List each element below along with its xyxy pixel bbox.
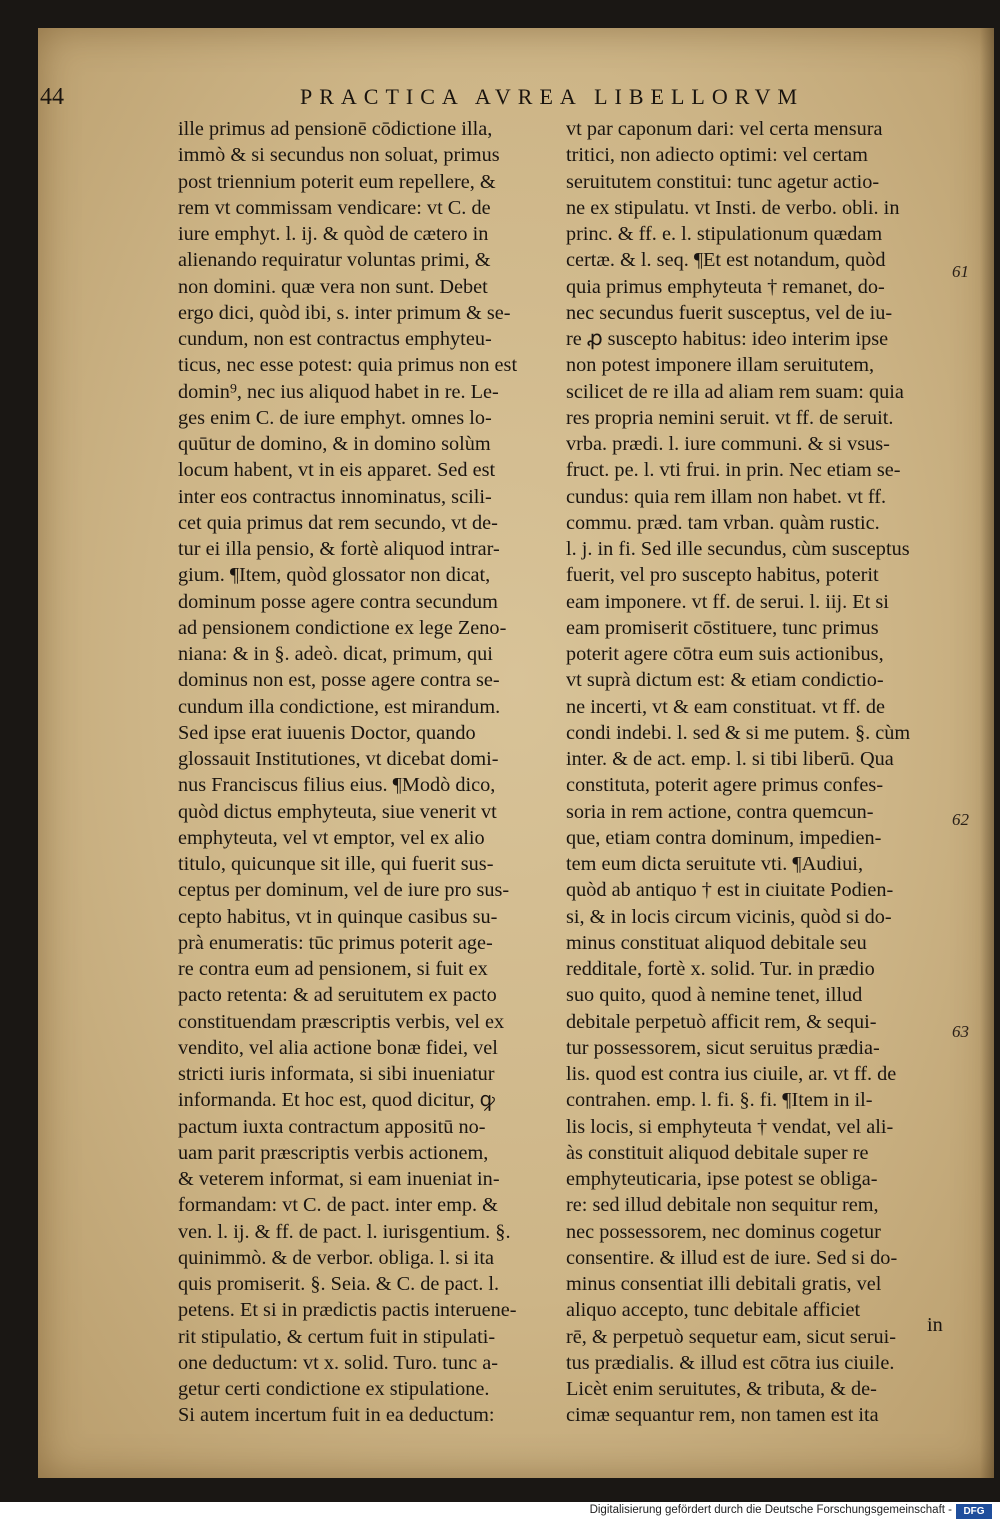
text-line: ticus, nec esse potest: quia primus non est (178, 354, 518, 377)
text-line: post triennium poterit eum repellere, & (178, 170, 496, 193)
text-line: niana: & in §. adeò. dicat, primum, qui (178, 643, 493, 665)
text-line: Sed ipse erat iuuenis Doctor, quando (178, 721, 476, 744)
text-line: ne incerti, vt & eam constituat. vt ff. de (566, 695, 885, 718)
text-line: iure emphyt. l. ij. & quòd de cætero in (178, 223, 489, 245)
text-line: emphyteuticaria, ipse potest se obliga- (566, 1168, 878, 1190)
text-line: debitale perpetuò afficit rem, & sequi- (566, 1010, 877, 1033)
text-line: consentire. & illud est de iure. Sed si do- (566, 1246, 898, 1269)
text-line: contrahen. emp. l. fi. §. fi. ¶Item in il- (566, 1089, 873, 1112)
text-line: quūtur de domino, & in domino solùm (178, 433, 491, 455)
text-line: uam parit præscriptis verbis actionem, (178, 1141, 489, 1164)
text-line: informanda. Et hoc est, quod dicitur, ꝙ (178, 1089, 495, 1112)
text-line: domin⁹, nec ius aliquod habet in re. Le- (178, 380, 499, 403)
text-line: constituta, poterit agere primus confes- (566, 774, 884, 797)
text-line: eam promiserit cōstituere, tunc primus (566, 616, 879, 639)
text-line: poterit agere cōtra eum suis actionibus, (566, 643, 884, 665)
text-line: scilicet de re illa ad aliam rem suam: quia (566, 380, 904, 403)
text-line: tus prædialis. & illud est cōtra ius ciuile. (566, 1351, 895, 1374)
text-line: minus constituat aliquod debitale seu (566, 931, 867, 954)
text-line: petens. Et si in prædictis pactis interuene- (178, 1299, 517, 1322)
text-line: eam imponere. vt ff. de serui. l. iij. Et si (566, 590, 889, 613)
text-line: locum habent, vt in eis apparet. Sed est (178, 459, 496, 482)
right-text-column (566, 116, 948, 1429)
text-line: quòd ab antiquo † est in ciuitate Podien- (566, 879, 894, 902)
margin-note-62: 62 (952, 810, 969, 829)
text-line: cundus: quia rem illam non habet. vt ff. (566, 485, 887, 508)
text-line: re ꝓ suscepto habitus: ideo interim ipse (566, 328, 889, 350)
text-line: gium. ¶Item, quòd glossator non dicat, (178, 564, 491, 587)
text-line: immò & si secundus non soluat, primus (178, 144, 500, 167)
text-line: Si autem incertum fuit in ea deductum: (178, 1404, 495, 1427)
text-line: non domini. quæ vera non sunt. Debet (178, 275, 488, 298)
text-line: cepto habitus, vt in quinque casibus su- (178, 905, 498, 928)
text-line: rem vt commissam vendicare: vt C. de (178, 196, 491, 219)
margin-note-61: 61 (952, 262, 969, 281)
text-line: cundum illa condictione, est mirandum. (178, 695, 501, 718)
text-line: alienando requiratur voluntas primi, & (178, 249, 491, 272)
text-line: formandam: vt C. de pact. inter emp. & (178, 1194, 498, 1217)
text-line: nec secundus fuerit susceptus, vel de iu- (566, 301, 893, 324)
text-line: prà enumeratis: tūc primus poterit age- (178, 931, 493, 954)
text-line: cundum, non est contractus emphyteu- (178, 328, 492, 350)
text-line: cet quia primus dat rem secundo, vt de- (178, 511, 498, 534)
text-line: fuerit, vel pro suscepto habitus, poterit (566, 564, 879, 587)
text-line: quòd dictus emphyteuta, siue venerit vt (178, 800, 497, 823)
text-line: às constituit aliquod debitale super re (566, 1141, 869, 1164)
text-line: ven. l. ij. & ff. de pact. l. iurisgentium. §. (178, 1220, 511, 1243)
text-line: re: sed illud debitale non sequitur rem, (566, 1194, 879, 1217)
text-line: princ. & ff. e. l. stipulationum quædam (566, 223, 883, 245)
text-line: suo quito, quod à nemine tenet, illud (566, 984, 863, 1007)
text-line: rē, & perpetuò sequetur eam, sicut serui- (566, 1325, 897, 1348)
text-line: re contra eum ad pensionem, si fuit ex (178, 958, 488, 980)
left-text-column (178, 116, 550, 1429)
running-title: PRACTICA AVREA LIBELLORVM (300, 84, 805, 109)
text-line: quis promiserit. §. Seia. & C. de pact. l. (178, 1273, 500, 1295)
text-line: que, etiam contra dominum, impedien- (566, 826, 882, 849)
text-line: minus consentiat illi debitali gratis, vel (566, 1273, 882, 1295)
text-line: pactum iuxta contractum appositū no- (178, 1115, 486, 1138)
text-line: soria in rem actione, contra quemcun- (566, 800, 874, 823)
text-line: vt suprà dictum est: & etiam condictio- (566, 669, 884, 692)
footer-text: Digitalisierung gefördert durch die Deutsche Forschungsgemeinschaft - (589, 1504, 952, 1516)
text-line: l. j. in fi. Sed ille secundus, cùm susceptus (566, 538, 910, 560)
text-line: ceptus per dominum, vel de iure pro sus- (178, 879, 510, 902)
text-line: getur certi condictione ex stipulatione. (178, 1378, 490, 1400)
page-number: 44 (40, 84, 64, 110)
text-line: commu. præd. tam vrban. quàm rustic. (566, 511, 880, 534)
text-line: aliquo accepto, tunc debitale afficiet (566, 1299, 861, 1322)
digitization-footer (0, 1502, 1000, 1522)
text-line: redditale, fortè x. solid. Tur. in prædio (566, 958, 875, 980)
text-line: vt par caponum dari: vel certa mensura (566, 118, 883, 140)
text-line: nec possessorem, nec dominus cogetur (566, 1220, 881, 1243)
text-line: tur possessorem, sicut seruitus prædia- (566, 1036, 880, 1059)
text-line: ges enim C. de iure emphyt. omnes lo- (178, 406, 492, 429)
text-line: seruitutem constitui: tunc agetur actio- (566, 170, 880, 193)
text-line: titulo, quicunque sit ille, qui fuerit sus- (178, 853, 494, 875)
text-line: vendito, vel alia actione bonæ fidei, vel (178, 1036, 498, 1059)
text-line: ad pensionem condictione ex lege Zeno- (178, 616, 507, 639)
text-line: cimæ sequantur rem, non tamen est ita (566, 1404, 879, 1427)
text-line: ille primus ad pensionē cōdictione illa, (178, 118, 493, 140)
text-line: lis locis, si emphyteuta † vendat, vel ali- (566, 1115, 894, 1138)
text-line: one deductum: vt x. solid. Turo. tunc a- (178, 1351, 498, 1374)
text-line: condi indebi. l. sed & si me putem. §. cùm (566, 721, 911, 744)
text-line: ergo dici, quòd ibi, s. inter primum & se- (178, 301, 511, 324)
margin-note-63: 63 (952, 1022, 969, 1041)
text-line: Licèt enim seruitutes, & tributa, & de- (566, 1378, 877, 1400)
dfg-logo-icon: DFG (956, 1504, 992, 1519)
text-line: & veterem informat, si eam inueniat in- (178, 1168, 500, 1190)
text-line: pacto retenta: & ad seruitutem ex pacto (178, 984, 497, 1007)
catchword: in (927, 1314, 943, 1336)
text-line: glossauit Institutiones, vt dicebat domi- (178, 748, 499, 770)
text-line: quia primus emphyteuta † remanet, do- (566, 275, 885, 298)
text-line: fruct. pe. l. vti frui. in prin. Nec etiam se- (566, 459, 901, 482)
page-edge-shadow (980, 28, 994, 1478)
text-line: nus Franciscus filius eius. ¶Modò dico, (178, 774, 496, 797)
text-line: emphyteuta, vel vt emptor, vel ex alio (178, 826, 485, 849)
text-line: dominus non est, posse agere contra se- (178, 669, 500, 692)
text-line: certæ. & l. seq. ¶Et est notandum, quòd (566, 249, 886, 272)
text-line: dominum posse agere contra secundum (178, 590, 498, 613)
text-line: quinimmò. & de verbor. obliga. l. si ita (178, 1246, 495, 1269)
text-line: tur ei illa pensio, & fortè aliquod intrar- (178, 538, 500, 560)
text-line: tritici, non adiecto optimi: vel certam (566, 144, 868, 167)
text-line: non potest imponere illam seruitutem, (566, 354, 875, 377)
text-line: si, & in locis circum vicinis, quòd si do- (566, 905, 892, 928)
text-line: vrba. prædi. l. iure communi. & si vsus- (566, 433, 890, 455)
text-line: res propria nemini seruit. vt ff. de seruit. (566, 406, 894, 429)
text-line: stricti iuris informata, si sibi inueniatur (178, 1063, 495, 1085)
text-line: tem eum dicta seruitute vti. ¶Audiui, (566, 853, 864, 875)
text-line: constituendam præscriptis verbis, vel ex (178, 1010, 505, 1033)
text-line: rit stipulatio, & certum fuit in stipulati- (178, 1325, 496, 1348)
text-line: lis. quod est contra ius ciuile, ar. vt ff. de (566, 1063, 897, 1085)
text-line: inter eos contractus innominatus, scili- (178, 485, 492, 508)
text-line: inter. & de act. emp. l. si tibi liberū. Qua (566, 748, 894, 770)
text-line: ne ex stipulatu. vt Insti. de verbo. obli. in (566, 196, 900, 219)
